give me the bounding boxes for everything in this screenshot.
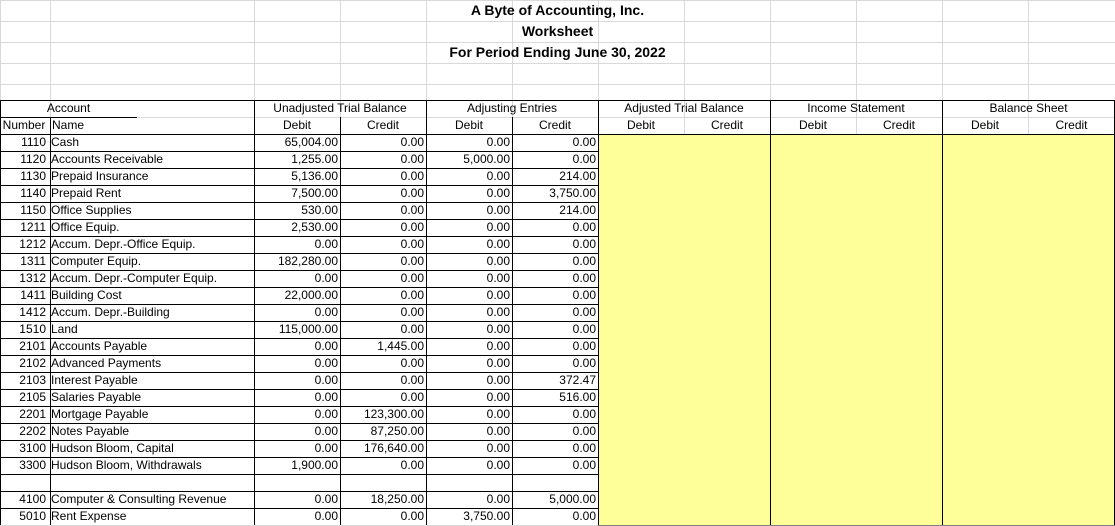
unadjusted-credit: 0.00 [400, 356, 424, 370]
entry-cell[interactable] [1028, 474, 1115, 492]
entry-cell[interactable] [770, 372, 857, 390]
account-name: Accounts Receivable [51, 152, 164, 166]
unadjusted-credit: 0.00 [400, 152, 424, 166]
adjusting-debit: 0.00 [486, 288, 510, 302]
adjusting-debit: 0.00 [486, 441, 510, 455]
entry-cell[interactable] [1028, 168, 1115, 186]
entry-cell[interactable] [942, 372, 1029, 390]
adjusting-debit: 5,000.00 [463, 152, 510, 166]
entry-cell[interactable] [942, 389, 1029, 407]
entry-cell[interactable] [598, 474, 685, 492]
entry-cell[interactable] [598, 151, 685, 169]
entry-cell[interactable] [856, 474, 943, 492]
entry-cell[interactable] [598, 134, 685, 152]
entry-cell[interactable] [770, 321, 857, 339]
adjusting-debit: 0.00 [486, 373, 510, 387]
unadjusted-debit: 182,280.00 [277, 254, 338, 268]
account-name: Accum. Depr.-Office Equip. [51, 237, 196, 251]
unadjusted-credit: 0.00 [400, 186, 424, 200]
adjusting-debit: 0.00 [486, 492, 510, 506]
unadjusted-debit: 22,000.00 [284, 288, 338, 302]
adjusting-debit: 0.00 [486, 390, 510, 404]
entry-cell[interactable] [942, 406, 1029, 424]
entry-cell[interactable] [942, 440, 1029, 458]
entry-cell[interactable] [1028, 287, 1115, 305]
unadjusted-debit: 65,004.00 [284, 135, 338, 149]
group-header: Unadjusted Trial Balance [273, 101, 407, 115]
adjusting-debit: 0.00 [486, 305, 510, 319]
account-name: Office Equip. [51, 220, 120, 234]
debit-header: Debit [282, 118, 311, 132]
entry-cell[interactable] [684, 270, 771, 288]
entry-cell[interactable] [684, 219, 771, 237]
entry-cell[interactable] [770, 236, 857, 254]
entry-cell[interactable] [1028, 253, 1115, 271]
account-name: Advanced Payments [51, 356, 162, 370]
entry-cell[interactable] [598, 168, 685, 186]
entry-cell[interactable] [942, 491, 1029, 509]
entry-cell[interactable] [856, 151, 943, 169]
adjusting-debit: 0.00 [486, 458, 510, 472]
account-number: 1211 [20, 220, 46, 234]
unadjusted-debit: 7,500.00 [291, 186, 338, 200]
credit-header: Credit [538, 118, 571, 132]
unadjusted-credit: 0.00 [400, 288, 424, 302]
entry-cell[interactable] [598, 508, 685, 526]
entry-cell[interactable] [942, 219, 1029, 237]
unadjusted-debit [254, 474, 340, 491]
account-number: 1140 [20, 186, 46, 200]
debit-header: Debit [798, 118, 827, 132]
entry-cell[interactable] [770, 151, 857, 169]
entry-cell[interactable] [770, 474, 857, 492]
account-number: 3300 [19, 458, 46, 472]
entry-cell[interactable] [770, 304, 857, 322]
entry-cell[interactable] [942, 202, 1029, 220]
entry-cell[interactable] [598, 202, 685, 220]
entry-cell[interactable] [942, 185, 1029, 203]
adjusting-credit: 516.00 [559, 390, 596, 404]
unadjusted-credit: 87,250.00 [370, 424, 424, 438]
entry-cell[interactable] [856, 389, 943, 407]
account-name [50, 474, 250, 491]
unadjusted-debit: 0.00 [314, 509, 338, 523]
adjusting-debit: 0.00 [486, 237, 510, 251]
entry-cell[interactable] [598, 355, 685, 373]
entry-cell[interactable] [770, 287, 857, 305]
account-number: 1130 [20, 169, 46, 183]
entry-cell[interactable] [598, 236, 685, 254]
entry-cell[interactable] [1028, 355, 1115, 373]
adjusting-credit: 0.00 [572, 339, 596, 353]
entry-cell[interactable] [942, 355, 1029, 373]
entry-cell[interactable] [598, 270, 685, 288]
entry-cell[interactable] [684, 406, 771, 424]
account-number: 2101 [19, 339, 46, 353]
account-number: 2201 [19, 407, 46, 421]
unadjusted-credit: 0.00 [400, 271, 424, 285]
entry-cell[interactable] [942, 236, 1029, 254]
adjusting-credit: 0.00 [572, 441, 596, 455]
entry-cell[interactable] [1028, 202, 1115, 220]
entry-cell[interactable] [856, 202, 943, 220]
entry-cell[interactable] [856, 440, 943, 458]
entry-cell[interactable] [1028, 151, 1115, 169]
entry-cell[interactable] [598, 406, 685, 424]
unadjusted-credit: 0.00 [400, 135, 424, 149]
adjusting-credit: 5,000.00 [549, 492, 596, 506]
entry-cell[interactable] [942, 151, 1029, 169]
account-name: Office Supplies [51, 203, 132, 217]
adjusting-credit: 372.47 [559, 373, 596, 387]
account-number: 2102 [19, 356, 46, 370]
unadjusted-credit [340, 474, 426, 491]
account-number: 1411 [20, 288, 46, 302]
entry-cell[interactable] [770, 440, 857, 458]
entry-cell[interactable] [1028, 372, 1115, 390]
entry-cell[interactable] [942, 168, 1029, 186]
entry-cell[interactable] [684, 508, 771, 526]
entry-cell[interactable] [598, 491, 685, 509]
account-number: 1150 [20, 203, 46, 217]
entry-cell[interactable] [770, 389, 857, 407]
adjusting-debit [426, 474, 512, 491]
entry-cell[interactable] [856, 236, 943, 254]
adjusting-debit: 0.00 [486, 339, 510, 353]
unadjusted-debit: 1,255.00 [291, 152, 338, 166]
entry-cell[interactable] [942, 338, 1029, 356]
group-header: Adjusted Trial Balance [624, 101, 744, 115]
entry-cell[interactable] [684, 338, 771, 356]
account-number: 4100 [19, 492, 46, 506]
entry-cell[interactable] [856, 372, 943, 390]
entry-cell[interactable] [684, 185, 771, 203]
entry-cell[interactable] [770, 202, 857, 220]
entry-cell[interactable] [598, 372, 685, 390]
group-header: Adjusting Entries [466, 101, 558, 115]
account-name: Rent Expense [51, 509, 127, 523]
account-number: 1412 [19, 305, 46, 319]
credit-header: Credit [710, 118, 743, 132]
unadjusted-debit: 0.00 [314, 237, 338, 251]
entry-cell[interactable] [856, 423, 943, 441]
entry-cell[interactable] [770, 491, 857, 509]
adjusting-debit: 0.00 [486, 356, 510, 370]
entry-cell[interactable] [598, 304, 685, 322]
unadjusted-debit: 2,530.00 [291, 220, 338, 234]
unadjusted-credit: 0.00 [400, 322, 424, 336]
entry-cell[interactable] [856, 219, 943, 237]
account-number: 3100 [19, 441, 46, 455]
group-header: Income Statement [807, 101, 905, 115]
entry-cell[interactable] [1028, 338, 1115, 356]
entry-cell[interactable] [598, 185, 685, 203]
entry-cell[interactable] [942, 134, 1029, 152]
number-header: Number [2, 118, 46, 132]
unadjusted-debit: 530.00 [301, 203, 338, 217]
adjusting-debit: 0.00 [486, 203, 510, 217]
unadjusted-credit: 0.00 [400, 458, 424, 472]
entry-cell[interactable] [684, 151, 771, 169]
entry-cell[interactable] [598, 321, 685, 339]
account-number: 2202 [19, 424, 46, 438]
entry-cell[interactable] [1028, 270, 1115, 288]
unadjusted-credit: 123,300.00 [363, 407, 424, 421]
entry-cell[interactable] [1028, 134, 1115, 152]
debit-header: Debit [626, 118, 655, 132]
unadjusted-credit: 0.00 [400, 390, 424, 404]
unadjusted-debit: 0.00 [314, 492, 338, 506]
entry-cell[interactable] [1028, 457, 1115, 475]
entry-cell[interactable] [856, 338, 943, 356]
unadjusted-credit: 0.00 [400, 373, 424, 387]
account-name: Hudson Bloom, Capital [51, 441, 174, 455]
entry-cell[interactable] [856, 406, 943, 424]
entry-cell[interactable] [598, 457, 685, 475]
adjusting-credit: 0.00 [572, 356, 596, 370]
entry-cell[interactable] [684, 134, 771, 152]
entry-cell[interactable] [684, 304, 771, 322]
adjusting-credit: 214.00 [559, 203, 596, 217]
entry-cell[interactable] [770, 219, 857, 237]
adjusting-debit: 0.00 [486, 322, 510, 336]
unadjusted-credit: 1,445.00 [377, 339, 424, 353]
adjusting-credit [512, 474, 598, 491]
unadjusted-debit: 0.00 [314, 390, 338, 404]
unadjusted-debit: 0.00 [314, 424, 338, 438]
entry-cell[interactable] [1028, 491, 1115, 509]
unadjusted-credit: 0.00 [400, 305, 424, 319]
account-name: Accum. Depr.-Computer Equip. [51, 271, 218, 285]
entry-cell[interactable] [684, 389, 771, 407]
entry-cell[interactable] [942, 321, 1029, 339]
entry-cell[interactable] [942, 474, 1029, 492]
company-title: A Byte of Accounting, Inc. [470, 2, 645, 18]
unadjusted-debit: 0.00 [314, 339, 338, 353]
adjusting-credit: 0.00 [572, 305, 596, 319]
entry-cell[interactable] [1028, 185, 1115, 203]
unadjusted-credit: 176,640.00 [363, 441, 424, 455]
period-title: For Period Ending June 30, 2022 [449, 44, 666, 60]
entry-cell[interactable] [856, 253, 943, 271]
entry-cell[interactable] [1028, 219, 1115, 237]
unadjusted-credit: 0.00 [400, 254, 424, 268]
entry-cell[interactable] [856, 457, 943, 475]
account-name: Mortgage Payable [51, 407, 149, 421]
unadjusted-debit: 0.00 [314, 373, 338, 387]
entry-cell[interactable] [598, 440, 685, 458]
entry-cell[interactable] [856, 287, 943, 305]
account-name: Computer & Consulting Revenue [51, 492, 227, 506]
entry-cell[interactable] [684, 440, 771, 458]
entry-cell[interactable] [770, 457, 857, 475]
unadjusted-debit: 0.00 [314, 441, 338, 455]
group-header: Balance Sheet [989, 101, 1068, 115]
entry-cell[interactable] [770, 253, 857, 271]
entry-cell[interactable] [598, 287, 685, 305]
adjusting-debit: 0.00 [486, 254, 510, 268]
adjusting-debit: 0.00 [486, 407, 510, 421]
account-number: 1212 [19, 237, 46, 251]
account-name: Accum. Depr.-Building [51, 305, 170, 319]
account-number: 1312 [19, 271, 46, 285]
credit-header: Credit [882, 118, 915, 132]
account-name: Prepaid Rent [51, 186, 122, 200]
adjusting-debit: 0.00 [486, 135, 510, 149]
credit-header: Credit [1055, 118, 1088, 132]
entry-cell[interactable] [684, 355, 771, 373]
adjusting-credit: 0.00 [572, 135, 596, 149]
unadjusted-credit: 0.00 [400, 509, 424, 523]
entry-cell[interactable] [598, 253, 685, 271]
account-name: Prepaid Insurance [51, 169, 149, 183]
account-name: Land [51, 322, 78, 336]
entry-cell[interactable] [770, 168, 857, 186]
report-title: Worksheet [521, 23, 594, 39]
entry-cell[interactable] [1028, 389, 1115, 407]
entry-cell[interactable] [856, 168, 943, 186]
entry-cell[interactable] [684, 474, 771, 492]
adjusting-debit: 3,750.00 [463, 509, 510, 523]
entry-cell[interactable] [942, 253, 1029, 271]
account-name: Interest Payable [51, 373, 138, 387]
account-number: 1510 [19, 322, 46, 336]
account-name: Salaries Payable [51, 390, 142, 404]
unadjusted-credit: 0.00 [400, 169, 424, 183]
entry-cell[interactable] [942, 287, 1029, 305]
entry-cell[interactable] [856, 304, 943, 322]
entry-cell[interactable] [684, 168, 771, 186]
account-number [0, 474, 48, 491]
unadjusted-credit: 18,250.00 [370, 492, 424, 506]
account-number: 2103 [19, 373, 46, 387]
entry-cell[interactable] [684, 253, 771, 271]
entry-cell[interactable] [1028, 440, 1115, 458]
entry-cell[interactable] [684, 202, 771, 220]
adjusting-credit: 0.00 [572, 407, 596, 421]
adjusting-credit: 214.00 [559, 169, 596, 183]
adjusting-credit: 0.00 [572, 237, 596, 251]
adjusting-credit: 0.00 [572, 271, 596, 285]
debit-header: Debit [454, 118, 483, 132]
account-name: Notes Payable [51, 424, 130, 438]
unadjusted-debit: 0.00 [314, 407, 338, 421]
adjusting-debit: 0.00 [486, 424, 510, 438]
unadjusted-credit: 0.00 [400, 220, 424, 234]
entry-cell[interactable] [942, 423, 1029, 441]
entry-cell[interactable] [942, 304, 1029, 322]
account-header: Account [46, 101, 91, 115]
entry-cell[interactable] [856, 270, 943, 288]
adjusting-credit: 0.00 [572, 220, 596, 234]
unadjusted-debit: 0.00 [314, 271, 338, 285]
entry-cell[interactable] [1028, 321, 1115, 339]
entry-cell[interactable] [598, 219, 685, 237]
entry-cell[interactable] [684, 457, 771, 475]
entry-cell[interactable] [770, 185, 857, 203]
entry-cell[interactable] [684, 423, 771, 441]
adjusting-debit: 0.00 [486, 271, 510, 285]
entry-cell[interactable] [942, 457, 1029, 475]
unadjusted-debit: 5,136.00 [291, 169, 338, 183]
account-number: 1110 [21, 135, 46, 149]
account-name: Building Cost [51, 288, 122, 302]
entry-cell[interactable] [942, 270, 1029, 288]
adjusting-credit: 0.00 [572, 424, 596, 438]
account-number: 2105 [19, 390, 46, 404]
entry-cell[interactable] [684, 236, 771, 254]
entry-cell[interactable] [684, 491, 771, 509]
entry-cell[interactable] [1028, 236, 1115, 254]
entry-cell[interactable] [684, 372, 771, 390]
unadjusted-credit: 0.00 [400, 203, 424, 217]
entry-cell[interactable] [942, 508, 1029, 526]
entry-cell[interactable] [770, 355, 857, 373]
adjusting-debit: 0.00 [486, 186, 510, 200]
entry-cell[interactable] [598, 389, 685, 407]
adjusting-credit: 0.00 [572, 254, 596, 268]
entry-cell[interactable] [856, 185, 943, 203]
unadjusted-debit: 0.00 [314, 305, 338, 319]
entry-cell[interactable] [1028, 508, 1115, 526]
unadjusted-debit: 0.00 [314, 356, 338, 370]
entry-cell[interactable] [770, 338, 857, 356]
unadjusted-debit: 1,900.00 [291, 458, 338, 472]
adjusting-credit: 0.00 [572, 509, 596, 523]
adjusting-credit: 0.00 [572, 322, 596, 336]
entry-cell[interactable] [856, 321, 943, 339]
account-name: Cash [51, 135, 80, 149]
entry-cell[interactable] [770, 134, 857, 152]
adjusting-credit: 0.00 [572, 288, 596, 302]
entry-cell[interactable] [770, 270, 857, 288]
unadjusted-credit: 0.00 [400, 237, 424, 251]
adjusting-credit: 3,750.00 [549, 186, 596, 200]
adjusting-credit: 0.00 [572, 458, 596, 472]
entry-cell[interactable] [856, 355, 943, 373]
entry-cell[interactable] [1028, 423, 1115, 441]
entry-cell[interactable] [770, 406, 857, 424]
adjusting-debit: 0.00 [486, 220, 510, 234]
entry-cell[interactable] [684, 321, 771, 339]
entry-cell[interactable] [1028, 304, 1115, 322]
name-header: Name [52, 118, 85, 132]
account-name: Hudson Bloom, Withdrawals [51, 458, 202, 472]
credit-header: Credit [366, 118, 399, 132]
entry-cell[interactable] [770, 508, 857, 526]
entry-cell[interactable] [598, 338, 685, 356]
account-number: 5010 [19, 509, 46, 523]
entry-cell[interactable] [684, 287, 771, 305]
account-name: Computer Equip. [51, 254, 142, 268]
account-number: 1311 [20, 254, 46, 268]
entry-cell[interactable] [856, 508, 943, 526]
adjusting-debit: 0.00 [486, 169, 510, 183]
entry-cell[interactable] [856, 491, 943, 509]
entry-cell[interactable] [770, 423, 857, 441]
unadjusted-debit: 115,000.00 [278, 322, 338, 336]
entry-cell[interactable] [598, 423, 685, 441]
entry-cell[interactable] [856, 134, 943, 152]
adjusting-credit: 0.00 [572, 152, 596, 166]
account-number: 1120 [20, 152, 46, 166]
entry-cell[interactable] [1028, 406, 1115, 424]
debit-header: Debit [970, 118, 999, 132]
account-name: Accounts Payable [51, 339, 148, 353]
